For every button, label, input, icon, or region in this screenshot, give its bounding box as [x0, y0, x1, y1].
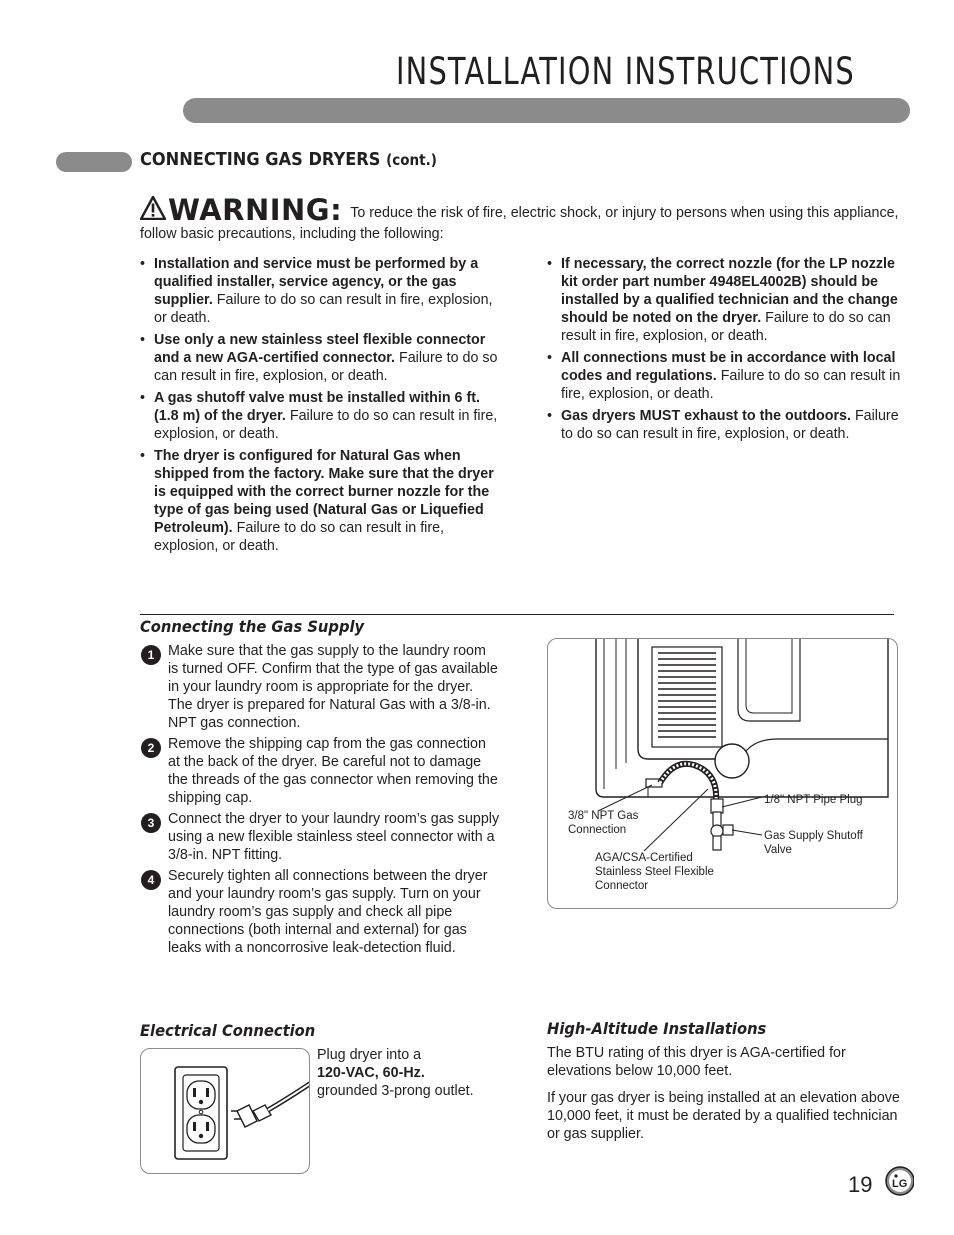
svg-text:LG: LG [892, 1178, 908, 1190]
step-4: 4 Securely tighten all connections between the dryer and your laundry room’s gas supply. Turn on your laundry room’s gas supply and check all pipe connections (both internal and external) for gas leaks with a noncorrosive leak-detection fluid. [140, 867, 500, 957]
list-item: • Installation and service must be performed by a qualified installer, service agency, or the gas supplier. Failure to do so can result in fire, explosion, or death. [140, 256, 493, 326]
gas-supply-heading: Connecting the Gas Supply [140, 617, 365, 636]
section-title-suffix: (cont.) [386, 151, 437, 169]
label-gas-connection: 3/8" NPT Gas Connection [568, 810, 639, 836]
electrical-heading: Electrical Connection [140, 1021, 316, 1040]
step-number: 2 [141, 738, 161, 758]
electrical-text [317, 1046, 477, 1100]
altitude-paragraph-1: The BTU rating of this dryer is AGA-certified for elevations below 10,000 feet. [547, 1045, 846, 1079]
label-shutoff-valve: Gas Supply Shutoff Valve [764, 830, 863, 856]
step-2: 2 Remove the shipping cap from the gas connection at the back of the dryer. Be careful not to damage the threads of the gas connector when removing the shipping cap. [140, 735, 500, 807]
outlet-illustration [140, 1048, 310, 1174]
warning-label: WARNING: [168, 193, 343, 227]
gas-connection-diagram [547, 638, 898, 909]
section-divider [140, 614, 894, 615]
label-flexible-connector: AGA/CSA-Certified Stainless Steel Flexible Connector [595, 852, 714, 892]
section-title-text: CONNECTING GAS DRYERS [140, 149, 381, 170]
electrical-text-before: Plug dryer into a [317, 1047, 422, 1063]
altitude-paragraph-2: If your gas dryer is being installed at an elevation above 10,000 feet, it must be derated by a qualified technician or gas supplier. [547, 1090, 900, 1142]
warning-list-left [140, 255, 500, 559]
page-number: 19 [848, 1172, 873, 1197]
list-item: • A gas shutoff valve must be installed within 6 ft. (1.8 m) of the dryer. Failure to do so can result in fire, explosion, or death. [140, 390, 498, 442]
list-item: • If necessary, the correct nozzle (for the LP nozzle kit order part number 4948EL4002B) should be installed by a qualified technician and the change should be noted on the dryer. Failure to do so can result in fire, explosion, or death. [547, 256, 898, 344]
list-item: • Use only a new stainless steel flexible connector and a new AGA-certified connector. Failure to do so can result in fire, explosion, or death. [140, 332, 498, 384]
altitude-heading: High-Altitude Installations [547, 1019, 767, 1038]
lg-logo [868, 1163, 914, 1199]
step-1: 1 Make sure that the gas supply to the laundry room is turned OFF. Confirm that the type of gas available in your laundry room is appropriate for the dryer. The dryer is prepared for Natural Gas with a 3/8-in. NPT gas connection. [140, 642, 500, 732]
step-number: 4 [141, 870, 161, 890]
step-number: 3 [141, 813, 161, 833]
altitude-text [547, 1044, 907, 1152]
warning-block [140, 193, 900, 243]
list-item: • All connections must be in accordance with local codes and regulations. Failure to do so can result in fire, explosion, or death. [547, 350, 901, 402]
list-item: • Gas dryers MUST exhaust to the outdoors. Failure to do so can result in fire, explosion, or death. [547, 408, 899, 442]
page-title: INSTALLATION INSTRUCTIONS [396, 50, 855, 93]
outlet-plug-icon [141, 1049, 310, 1174]
warning-triangle-icon [140, 196, 166, 225]
title-bar [183, 98, 910, 123]
warning-list-right [547, 255, 907, 447]
electrical-text-after: grounded 3-prong outlet. [317, 1083, 474, 1099]
label-pipe-plug: 1/8" NPT Pipe Plug [764, 794, 863, 806]
list-item: • The dryer is configured for Natural Gas when shipped from the factory. Make sure that the dryer is equipped with the correct burner nozzle for the type of gas being used (Natural Gas or Liquefied Petroleum). Failure to do so can result in fire, explosion, or death. [140, 448, 494, 554]
electrical-voltage: 120-VAC, 60-Hz. [317, 1065, 425, 1081]
section-title [140, 149, 437, 170]
gas-supply-steps [140, 642, 500, 960]
warning-intro: To reduce the risk of fire, electric shock, or injury to persons when using this appliance, follow basic precautions, including the following: [140, 205, 899, 242]
section-pill [56, 152, 132, 172]
step-number: 1 [141, 645, 161, 665]
step-3: 3 Connect the dryer to your laundry room’s gas supply using a new flexible stainless steel connector with a 3/8-in. NPT fitting. [140, 810, 500, 864]
